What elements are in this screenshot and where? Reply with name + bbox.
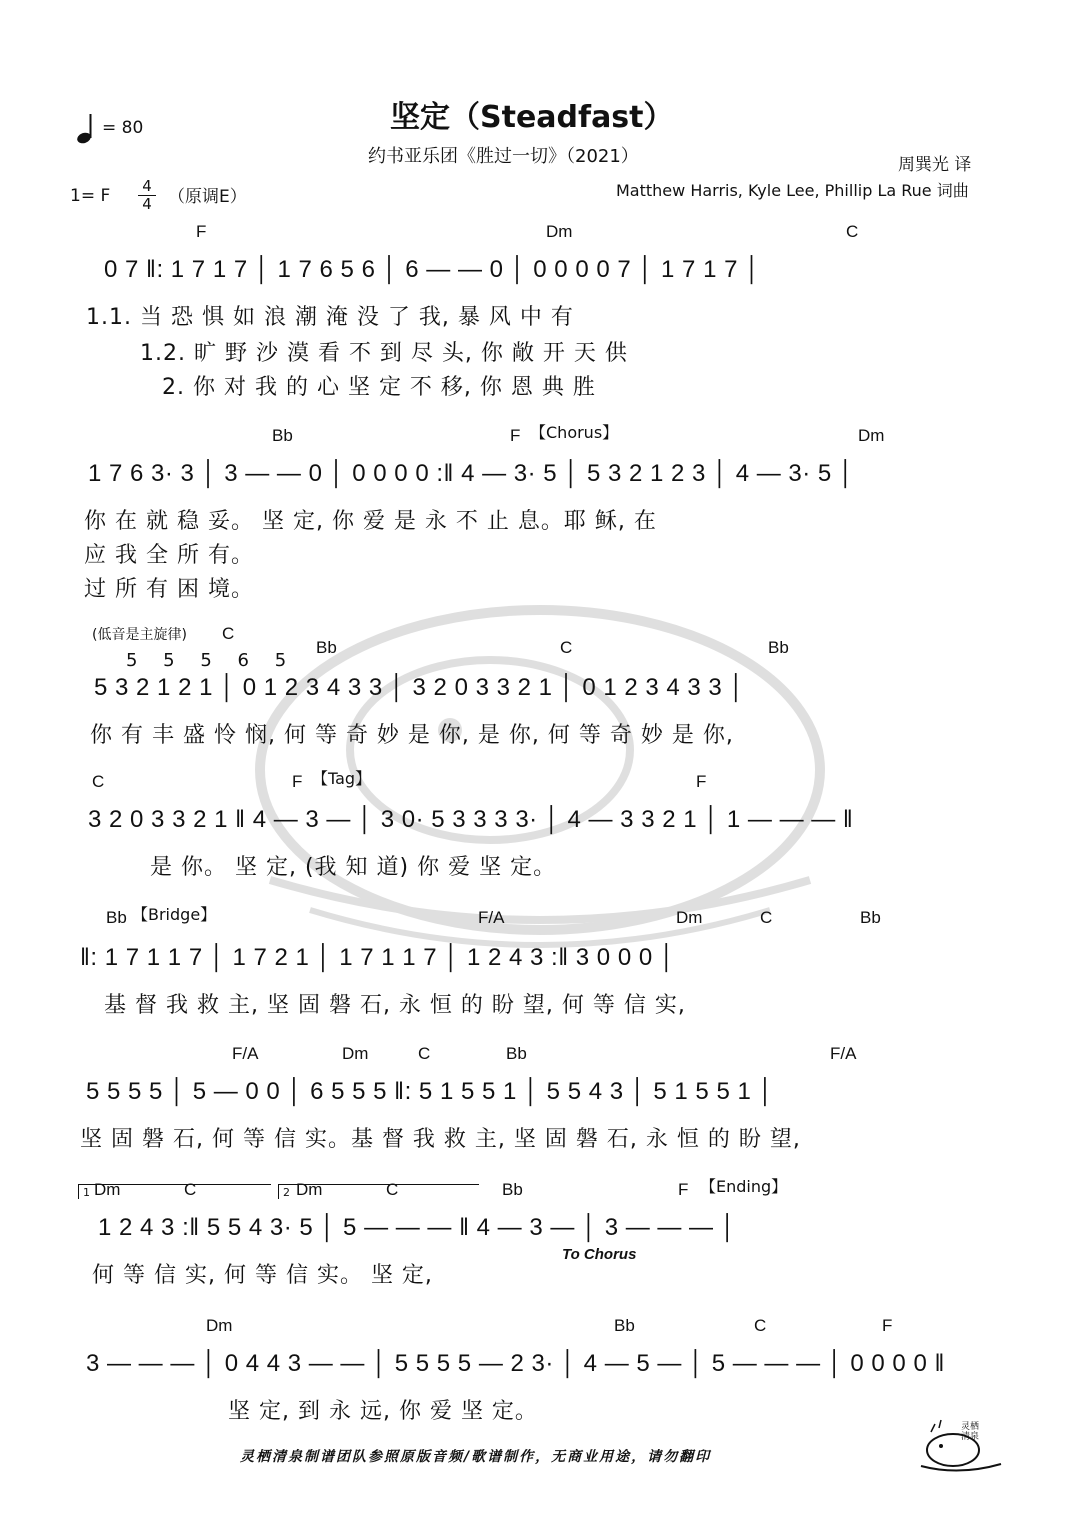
lyric-line: 基 督 我 救 主, 坚 固 磐 石, 永 恒 的 盼 望, 何 等 信 实,	[104, 993, 686, 1018]
chord-symbol: Dm	[296, 1180, 323, 1199]
sheep-logo-icon	[913, 1418, 1005, 1474]
original-key: （原调E）	[168, 187, 247, 207]
album-info: 约书亚乐团《胜过一切》（2021）	[368, 146, 639, 167]
time-signature	[138, 178, 156, 213]
lyric-line: 应 我 全 所 有。	[84, 543, 254, 568]
lyric-line: 何 等 信 实, 何 等 信 实。 坚 定,	[92, 1263, 433, 1288]
bass-melody-note: (低音是主旋律)	[92, 627, 187, 643]
logo-text: 灵栖清泉	[961, 1422, 980, 1442]
chord-symbol: Bb	[860, 908, 881, 927]
lyric-line: 坚 固 磐 石, 何 等 信 实。基 督 我 救 主, 坚 固 磐 石, 永 恒 的 盼 望,	[80, 1127, 801, 1152]
chord-symbol: F	[292, 772, 303, 791]
lyric-line: 你 有 丰 盛 怜 悯, 何 等 奇 妙 是 你, 是 你, 何 等 奇 妙 是 你,	[90, 723, 734, 748]
section-label-bridge: 【Bridge】	[132, 905, 217, 924]
lyric-line: 1.2. 旷 野 沙 漠 看 不 到 尽 头, 你 敞 开 天 供	[140, 341, 628, 366]
lyric-line: 过 所 有 困 境。	[84, 577, 254, 602]
chord-symbol: Dm	[342, 1044, 369, 1063]
chord-symbol: Dm	[858, 426, 885, 445]
volta-number: 1	[83, 1186, 90, 1199]
chord-symbol: C	[92, 772, 105, 791]
chord-symbol: C	[754, 1316, 767, 1335]
tempo-value: = 80	[102, 118, 144, 138]
time-sig-top: 4	[142, 177, 152, 195]
notation-line: 3 — — — │ 0 4 4 3 — — │ 5 5 5 5 — 2 3· │ 4 — 5 — │ 5 — — — │ 0 0 0 0 ‖	[86, 1350, 945, 1377]
chord-symbol: F	[196, 222, 207, 241]
section-label-chorus: 【Chorus】	[530, 423, 619, 442]
chord-symbol: F	[696, 772, 707, 791]
chord-symbol: C	[846, 222, 859, 241]
notation-line: ‖: 1 7 1 1 7 │ 1 7 2 1 │ 1 7 1 1 7 │ 1 2 4 3 :‖ 3 0 0 0 │	[80, 944, 676, 971]
upper-voice-notes: 5 5 5 6 5	[126, 650, 297, 671]
chord-symbol: Dm	[676, 908, 703, 927]
lyric-line: 是 你。 坚 定, (我 知 道) 你 爱 坚 定。	[150, 855, 557, 880]
chord-symbol: F	[678, 1180, 689, 1199]
chord-symbol: Dm	[206, 1316, 233, 1335]
chord-symbol: F/A	[232, 1044, 259, 1063]
volta-number: 2	[283, 1186, 290, 1199]
chord-symbol: F/A	[830, 1044, 857, 1063]
chord-symbol: F/A	[478, 908, 505, 927]
notation-line: 1 2 4 3 :‖ 5 5 4 3· 5 │ 5 — — — ‖ 4 — 3 — │ 3 — — — │	[98, 1214, 737, 1241]
song-title: 坚定（Steadfast）	[390, 100, 674, 135]
chord-symbol: Bb	[768, 638, 789, 657]
lyric-line: 2. 你 对 我 的 心 坚 定 不 移, 你 恩 典 胜	[162, 375, 596, 400]
section-label-tag: 【Tag】	[312, 769, 372, 788]
chord-symbol: Bb	[614, 1316, 635, 1335]
chord-symbol: Bb	[272, 426, 293, 445]
notation-line: 5 3 2 1 2 1 │ 0 1 2 3 4 3 3 │ 3 2 0 3 3 2 1 │ 0 1 2 3 4 3 3 │	[94, 674, 745, 701]
chord-symbol: C	[560, 638, 573, 657]
notation-line: 5 5 5 5 │ 5 — 0 0 │ 6 5 5 5 ‖: 5 1 5 5 1 │ 5 5 4 3 │ 5 1 5 5 1 │	[86, 1078, 774, 1105]
chord-symbol: Dm	[94, 1180, 121, 1199]
translator: 周巽光 译	[898, 155, 972, 175]
to-chorus-mark: To Chorus	[562, 1246, 637, 1263]
chord-symbol: C	[222, 624, 235, 643]
chord-symbol: Bb	[106, 908, 127, 927]
lyric-line: 你 在 就 稳 妥。 坚 定, 你 爱 是 永 不 止 息。耶 稣, 在	[84, 509, 657, 534]
chord-symbol: F	[510, 426, 521, 445]
key-signature: 1= F	[70, 186, 111, 206]
lyric-line: 坚 定, 到 永 远, 你 爱 坚 定。	[228, 1399, 538, 1424]
lyric-line: 1.1. 当 恐 惧 如 浪 潮 淹 没 了 我, 暴 风 中 有	[86, 305, 574, 330]
chord-symbol: F	[882, 1316, 893, 1335]
footer-credit: 灵栖清泉制谱团队参照原版音频/歌谱制作，无商业用途，请勿翻印	[240, 1449, 712, 1465]
chord-symbol: Bb	[506, 1044, 527, 1063]
chord-symbol: C	[184, 1180, 197, 1199]
chord-symbol: Dm	[546, 222, 573, 241]
section-label-ending: 【Ending】	[700, 1177, 788, 1196]
notation-line: 0 7 ‖: 1 7 1 7 │ 1 7 6 5 6 │ 6 — — 0 │ 0 0 0 0 7 │ 1 7 1 7 │	[104, 256, 761, 283]
composers: Matthew Harris, Kyle Lee, Phillip La Rue 词曲	[616, 181, 969, 200]
publisher-logo	[913, 1418, 1005, 1474]
quarter-note-icon	[76, 112, 98, 144]
time-sig-bottom: 4	[138, 195, 156, 213]
chord-symbol: Bb	[316, 638, 337, 657]
notation-line: 1 7 6 3· 3 │ 3 — — 0 │ 0 0 0 0 :‖ 4 — 3· 5 │ 5 3 2 1 2 3 │ 4 — 3· 5 │	[88, 460, 855, 487]
chord-symbol: Bb	[502, 1180, 523, 1199]
notation-line: 3 2 0 3 3 2 1 ‖ 4 — 3 — │ 3 0· 5 3 3 3 3· │ 4 — 3 3 2 1 │ 1 — — — ‖	[88, 806, 854, 833]
chord-symbol: C	[386, 1180, 399, 1199]
chord-symbol: C	[418, 1044, 431, 1063]
chord-symbol: C	[760, 908, 773, 927]
